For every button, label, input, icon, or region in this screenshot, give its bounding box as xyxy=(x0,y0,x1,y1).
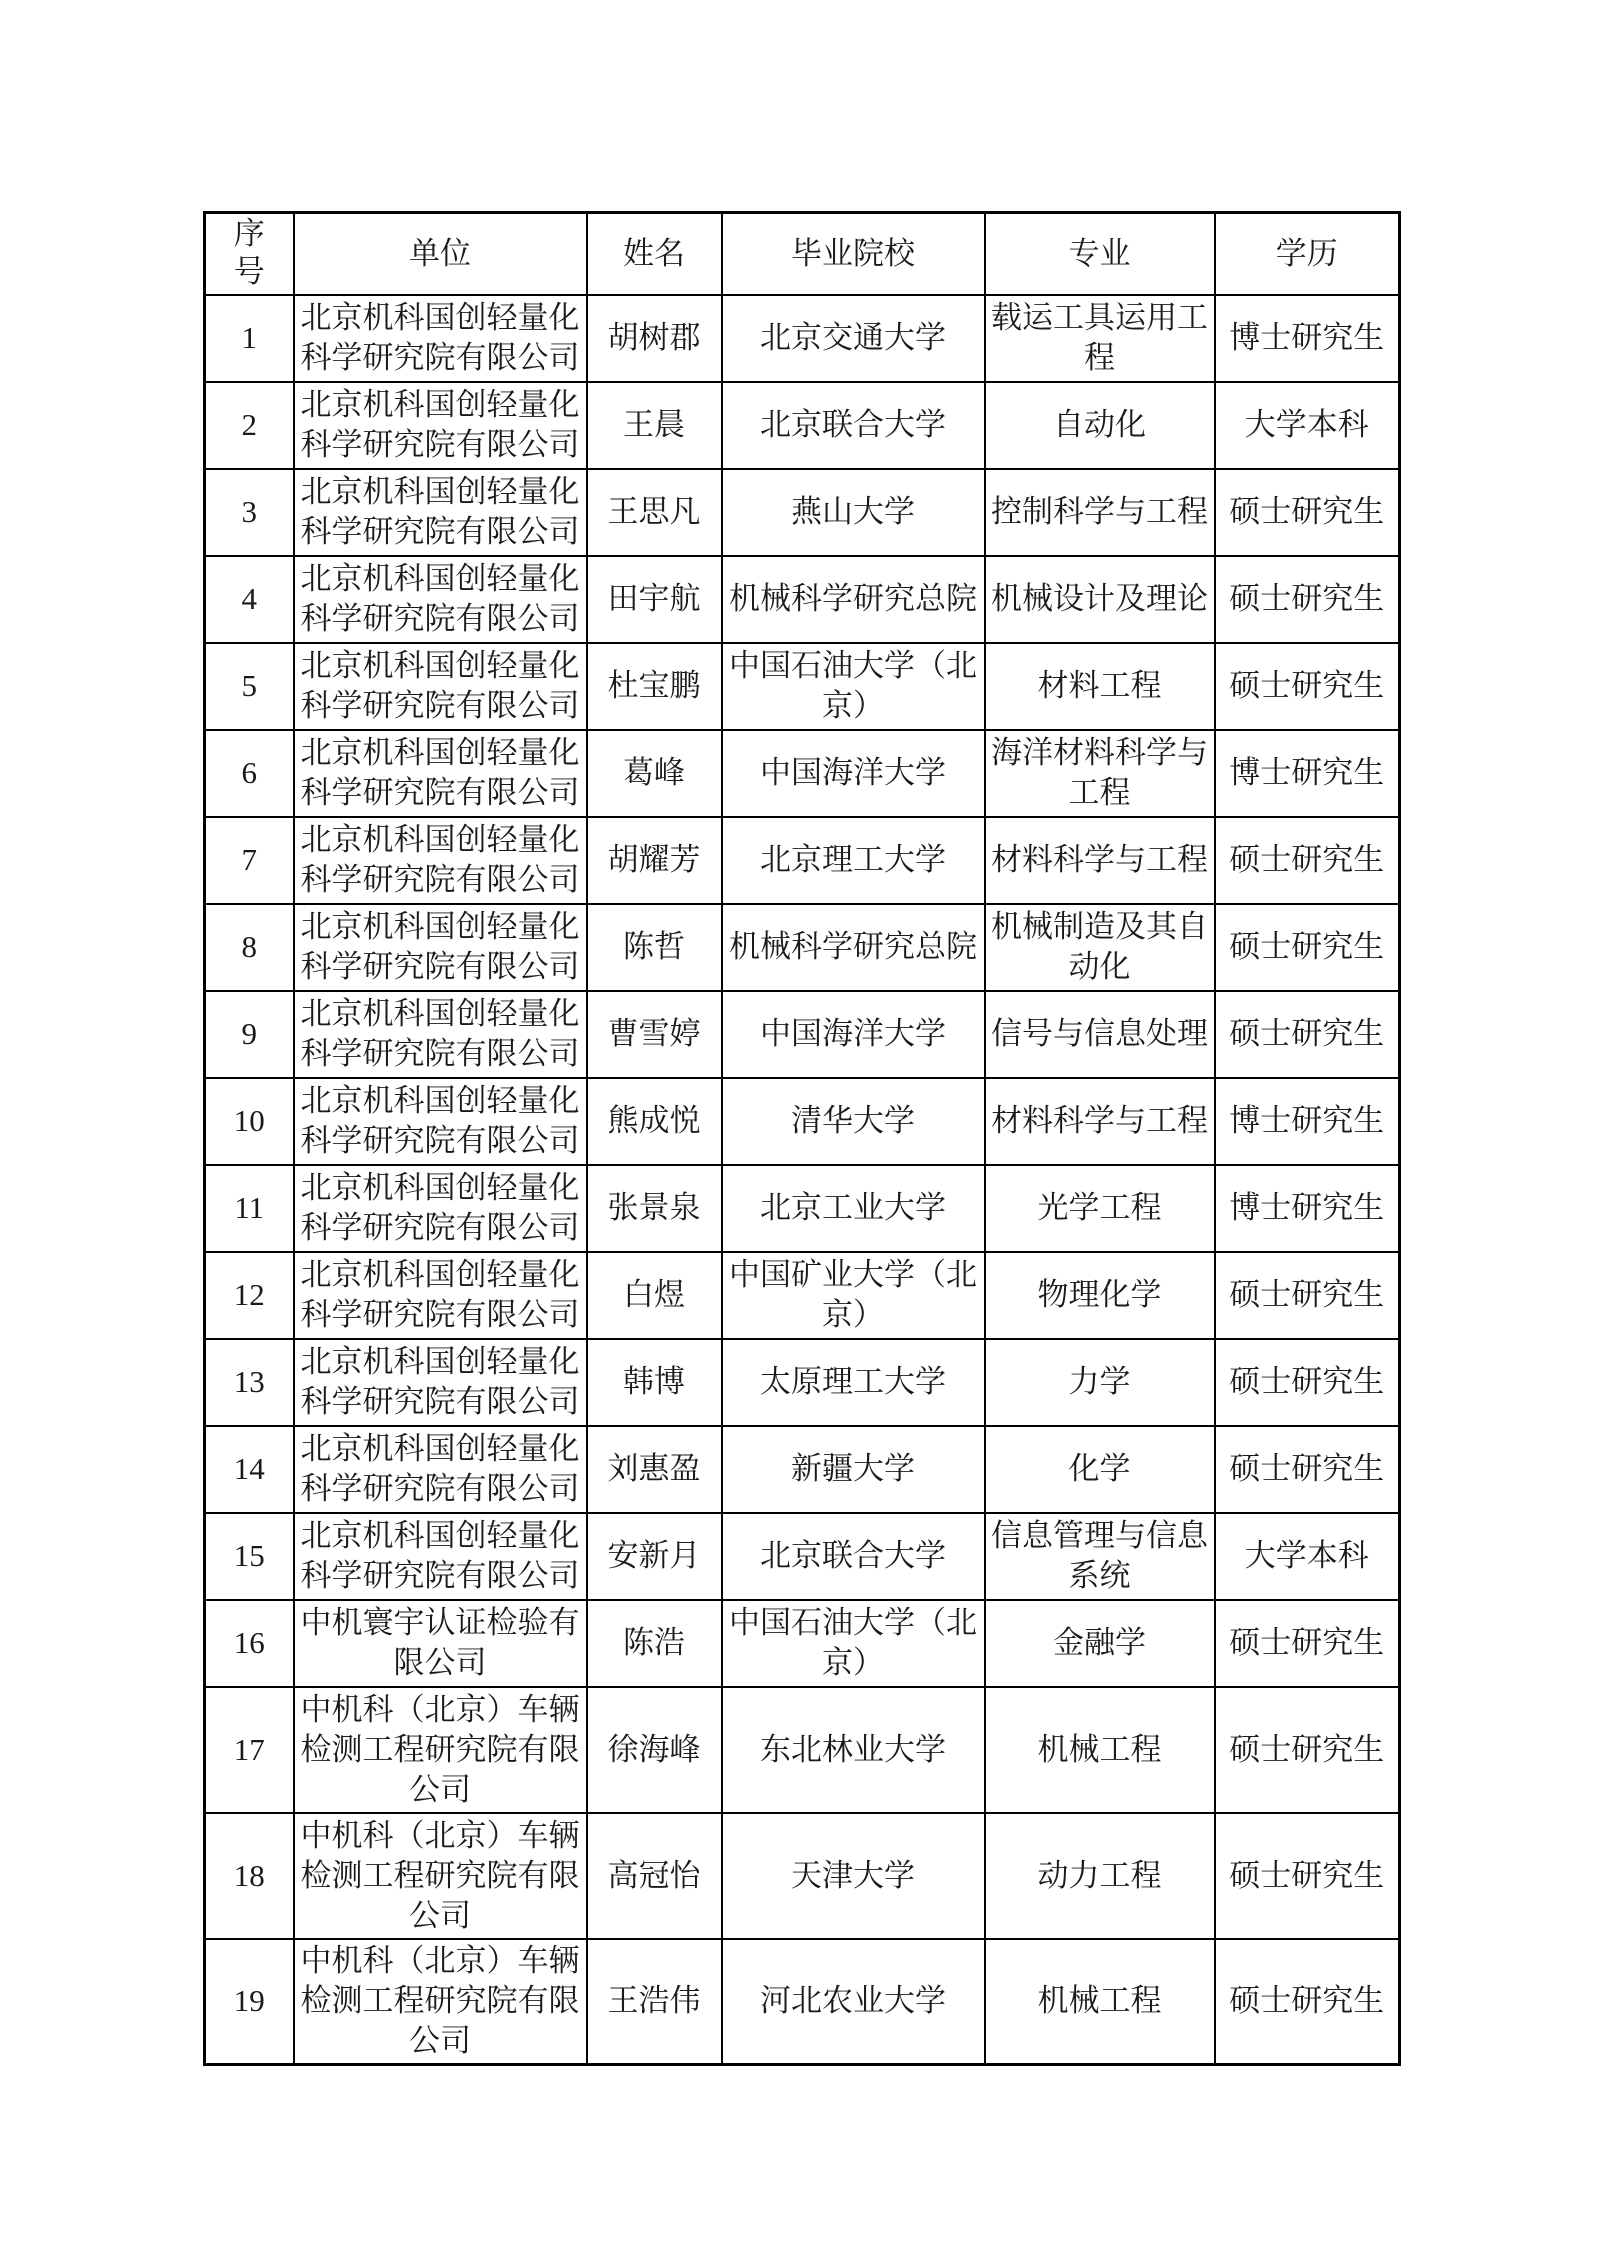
cell-no: 17 xyxy=(205,1687,294,1813)
cell-name: 熊成悦 xyxy=(587,1078,722,1165)
cell-school: 中国石油大学（北京） xyxy=(722,1600,985,1687)
cell-unit: 北京机科国创轻量化科学研究院有限公司 xyxy=(294,469,587,556)
cell-no: 7 xyxy=(205,817,294,904)
table-row xyxy=(205,1600,1400,1687)
cell-major: 材料科学与工程 xyxy=(985,817,1215,904)
cell-degree: 博士研究生 xyxy=(1215,730,1400,817)
cell-major: 机械工程 xyxy=(985,1687,1215,1813)
cell-school: 中国石油大学（北京） xyxy=(722,643,985,730)
cell-no: 16 xyxy=(205,1600,294,1687)
header-label-name: 姓名 xyxy=(623,235,685,271)
cell-degree: 硕士研究生 xyxy=(1215,643,1400,730)
cell-degree: 大学本科 xyxy=(1215,382,1400,469)
header-cell-school xyxy=(722,213,985,295)
cell-no: 6 xyxy=(205,730,294,817)
cell-unit: 中机寰宇认证检验有限公司 xyxy=(294,1600,587,1687)
cell-unit: 中机科（北京）车辆检测工程研究院有限公司 xyxy=(294,1939,587,2065)
cell-name: 安新月 xyxy=(587,1513,722,1600)
cell-name: 胡耀芳 xyxy=(587,817,722,904)
cell-no: 12 xyxy=(205,1252,294,1339)
cell-major: 海洋材料科学与工程 xyxy=(985,730,1215,817)
cell-major: 机械工程 xyxy=(985,1939,1215,2065)
cell-unit: 北京机科国创轻量化科学研究院有限公司 xyxy=(294,1513,587,1600)
cell-no: 5 xyxy=(205,643,294,730)
cell-school: 东北林业大学 xyxy=(722,1687,985,1813)
cell-name: 胡树郡 xyxy=(587,295,722,382)
cell-name: 王晨 xyxy=(587,382,722,469)
cell-unit: 北京机科国创轻量化科学研究院有限公司 xyxy=(294,556,587,643)
cell-name: 韩博 xyxy=(587,1339,722,1426)
header-cell-degree xyxy=(1215,213,1400,295)
cell-degree: 硕士研究生 xyxy=(1215,469,1400,556)
table-row xyxy=(205,643,1400,730)
cell-major: 材料工程 xyxy=(985,643,1215,730)
table-header xyxy=(205,213,1400,295)
cell-major: 载运工具运用工程 xyxy=(985,295,1215,382)
cell-degree: 硕士研究生 xyxy=(1215,1939,1400,2065)
cell-school: 太原理工大学 xyxy=(722,1339,985,1426)
table-body xyxy=(205,295,1400,2065)
cell-degree: 硕士研究生 xyxy=(1215,1252,1400,1339)
cell-school: 中国海洋大学 xyxy=(722,730,985,817)
cell-school: 天津大学 xyxy=(722,1813,985,1939)
cell-degree: 硕士研究生 xyxy=(1215,991,1400,1078)
cell-name: 高冠怡 xyxy=(587,1813,722,1939)
cell-school: 新疆大学 xyxy=(722,1426,985,1513)
cell-name: 曹雪婷 xyxy=(587,991,722,1078)
cell-degree: 硕士研究生 xyxy=(1215,1600,1400,1687)
table-row xyxy=(205,1165,1400,1252)
cell-no: 3 xyxy=(205,469,294,556)
table-row xyxy=(205,1513,1400,1600)
cell-degree: 大学本科 xyxy=(1215,1513,1400,1600)
cell-unit: 北京机科国创轻量化科学研究院有限公司 xyxy=(294,382,587,469)
cell-no: 10 xyxy=(205,1078,294,1165)
cell-degree: 硕士研究生 xyxy=(1215,1813,1400,1939)
header-row xyxy=(205,213,1400,295)
cell-unit: 北京机科国创轻量化科学研究院有限公司 xyxy=(294,1078,587,1165)
cell-name: 陈哲 xyxy=(587,904,722,991)
cell-no: 8 xyxy=(205,904,294,991)
table-row xyxy=(205,730,1400,817)
cell-school: 北京工业大学 xyxy=(722,1165,985,1252)
cell-unit: 北京机科国创轻量化科学研究院有限公司 xyxy=(294,1339,587,1426)
cell-school: 机械科学研究总院 xyxy=(722,556,985,643)
cell-no: 11 xyxy=(205,1165,294,1252)
cell-school: 机械科学研究总院 xyxy=(722,904,985,991)
cell-major: 化学 xyxy=(985,1426,1215,1513)
cell-degree: 硕士研究生 xyxy=(1215,904,1400,991)
table-row xyxy=(205,469,1400,556)
cell-name: 田宇航 xyxy=(587,556,722,643)
cell-school: 北京交通大学 xyxy=(722,295,985,382)
table-row xyxy=(205,1687,1400,1813)
header-label-school: 毕业院校 xyxy=(791,235,915,271)
cell-degree: 硕士研究生 xyxy=(1215,1339,1400,1426)
cell-unit: 北京机科国创轻量化科学研究院有限公司 xyxy=(294,904,587,991)
cell-unit: 北京机科国创轻量化科学研究院有限公司 xyxy=(294,730,587,817)
cell-major: 材料科学与工程 xyxy=(985,1078,1215,1165)
cell-school: 北京理工大学 xyxy=(722,817,985,904)
cell-school: 河北农业大学 xyxy=(722,1939,985,2065)
cell-major: 物理化学 xyxy=(985,1252,1215,1339)
cell-major: 动力工程 xyxy=(985,1813,1215,1939)
cell-name: 白煜 xyxy=(587,1252,722,1339)
cell-unit: 北京机科国创轻量化科学研究院有限公司 xyxy=(294,1165,587,1252)
cell-no: 13 xyxy=(205,1339,294,1426)
table-row xyxy=(205,1339,1400,1426)
cell-major: 信号与信息处理 xyxy=(985,991,1215,1078)
cell-unit: 北京机科国创轻量化科学研究院有限公司 xyxy=(294,295,587,382)
cell-major: 机械设计及理论 xyxy=(985,556,1215,643)
cell-name: 王浩伟 xyxy=(587,1939,722,2065)
cell-major: 光学工程 xyxy=(985,1165,1215,1252)
cell-school: 中国海洋大学 xyxy=(722,991,985,1078)
header-label-unit: 单位 xyxy=(409,235,471,271)
header-cell-name xyxy=(587,213,722,295)
cell-major: 机械制造及其自动化 xyxy=(985,904,1215,991)
cell-major: 信息管理与信息系统 xyxy=(985,1513,1215,1600)
cell-unit: 北京机科国创轻量化科学研究院有限公司 xyxy=(294,817,587,904)
cell-unit: 北京机科国创轻量化科学研究院有限公司 xyxy=(294,1426,587,1513)
cell-name: 王思凡 xyxy=(587,469,722,556)
cell-name: 张景泉 xyxy=(587,1165,722,1252)
table-row xyxy=(205,991,1400,1078)
cell-no: 1 xyxy=(205,295,294,382)
cell-major: 控制科学与工程 xyxy=(985,469,1215,556)
cell-no: 18 xyxy=(205,1813,294,1939)
cell-unit: 北京机科国创轻量化科学研究院有限公司 xyxy=(294,1252,587,1339)
cell-degree: 博士研究生 xyxy=(1215,1078,1400,1165)
table-row xyxy=(205,1078,1400,1165)
table-row xyxy=(205,817,1400,904)
cell-name: 徐海峰 xyxy=(587,1687,722,1813)
header-cell-major xyxy=(985,213,1215,295)
cell-no: 14 xyxy=(205,1426,294,1513)
cell-school: 中国矿业大学（北京） xyxy=(722,1252,985,1339)
cell-school: 北京联合大学 xyxy=(722,1513,985,1600)
header-cell-unit xyxy=(294,213,587,295)
cell-no: 4 xyxy=(205,556,294,643)
table-row xyxy=(205,295,1400,382)
cell-school: 燕山大学 xyxy=(722,469,985,556)
table-row xyxy=(205,1813,1400,1939)
header-label-no: 序号 xyxy=(233,216,265,290)
cell-major: 金融学 xyxy=(985,1600,1215,1687)
table-row xyxy=(205,1252,1400,1339)
cell-name: 杜宝鹏 xyxy=(587,643,722,730)
cell-unit: 中机科（北京）车辆检测工程研究院有限公司 xyxy=(294,1687,587,1813)
cell-degree: 硕士研究生 xyxy=(1215,1687,1400,1813)
table-row xyxy=(205,382,1400,469)
cell-degree: 硕士研究生 xyxy=(1215,1426,1400,1513)
cell-major: 自动化 xyxy=(985,382,1215,469)
cell-unit: 中机科（北京）车辆检测工程研究院有限公司 xyxy=(294,1813,587,1939)
cell-no: 9 xyxy=(205,991,294,1078)
cell-no: 19 xyxy=(205,1939,294,2065)
cell-degree: 硕士研究生 xyxy=(1215,817,1400,904)
cell-no: 2 xyxy=(205,382,294,469)
cell-degree: 硕士研究生 xyxy=(1215,556,1400,643)
table-row xyxy=(205,904,1400,991)
cell-unit: 北京机科国创轻量化科学研究院有限公司 xyxy=(294,643,587,730)
graduates-roster-table xyxy=(203,211,1401,2066)
cell-major: 力学 xyxy=(985,1339,1215,1426)
cell-degree: 博士研究生 xyxy=(1215,295,1400,382)
header-cell-no xyxy=(205,213,294,295)
cell-name: 陈浩 xyxy=(587,1600,722,1687)
header-label-major: 专业 xyxy=(1068,235,1131,271)
cell-degree: 博士研究生 xyxy=(1215,1165,1400,1252)
cell-name: 葛峰 xyxy=(587,730,722,817)
cell-name: 刘惠盈 xyxy=(587,1426,722,1513)
header-label-degree: 学历 xyxy=(1275,235,1338,271)
cell-no: 15 xyxy=(205,1513,294,1600)
table-row xyxy=(205,556,1400,643)
cell-school: 北京联合大学 xyxy=(722,382,985,469)
table-row xyxy=(205,1939,1400,2065)
cell-school: 清华大学 xyxy=(722,1078,985,1165)
table-row xyxy=(205,1426,1400,1513)
cell-unit: 北京机科国创轻量化科学研究院有限公司 xyxy=(294,991,587,1078)
